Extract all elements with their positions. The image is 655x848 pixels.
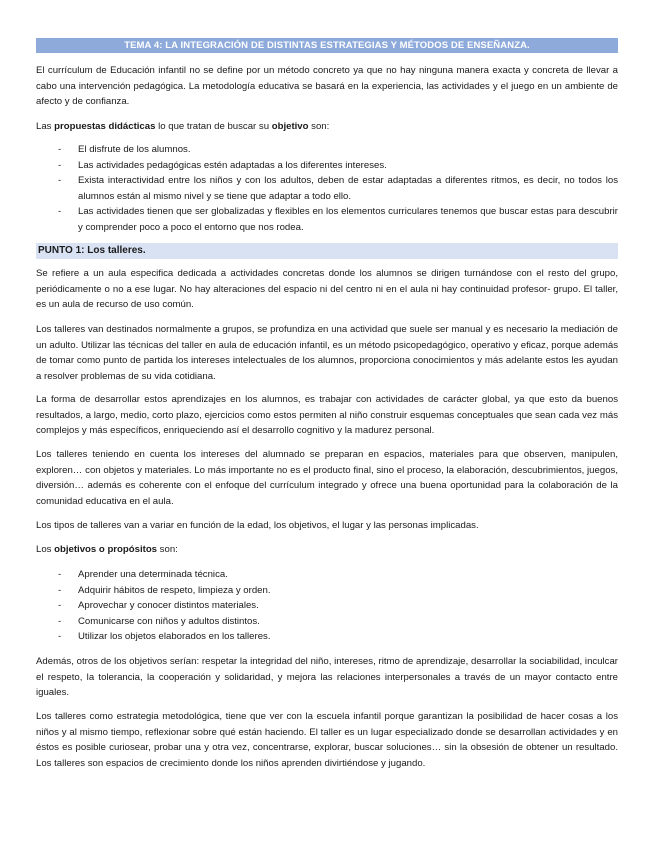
objetivos-bold: objetivos o propósitos [54, 544, 158, 555]
paragraph-tipos: Los tipos de talleres van a variar en función de la edad, los objetivos, el lugar y las personas implicadas. [36, 520, 479, 531]
list-item [36, 204, 618, 235]
list-item [36, 598, 618, 614]
objetivos-list [36, 567, 618, 645]
list-item-text: Adquirir hábitos de respeto, limpieza y orden. [78, 584, 271, 596]
propuestas-post: son: [308, 121, 330, 132]
list-item-text: Aprovechar y conocer distintos materiales. [78, 600, 259, 611]
list-item-text: Las actividades tienen que ser globalizadas y flexibles en los elementos curriculares tenemos que buscar estas para descubrir y comprender poco a poco el entorno que nos rodea. [78, 206, 618, 233]
paragraph-final: Los talleres como estrategia metodológica, tiene que ver con la escuela infantil porque garantizan la posibilidad de hacer cosas a los niños y al mismo tiempo, reflexionar sobre qué están haciendo. El taller es un lugar especializado donde se desarrollan actividades y en éstos es posible curiosear, probar una y otra vez, concentrarse, explorar, buscar soluciones… sin la obsesión de obtener un resultado. Los talleres son espacios de crecimiento donde los niños aprenden divirtiéndose y jugando. [36, 711, 618, 769]
propuestas-pre: Las [36, 121, 55, 132]
section-heading-punto-1: PUNTO 1: Los talleres. [36, 243, 618, 259]
bullet-dash: - [58, 615, 62, 627]
propuestas-list [36, 142, 618, 235]
list-item [36, 614, 618, 630]
paragraph-destinados: Los talleres van destinados normalmente a grupos, se profundiza en una actividad que suele ser manual y es necesario la mediación de un adulto. Utilizar las técnicas del taller en aula de educación infantil, es un método psicopedagógico, operativo y eficaz, porque además de tomar como punto de partida los intereses intelectuales de los alumnos, proporciona conocimientos y más adelante estos les ayudan a resolver problemas de su vida cotidiana. [36, 324, 618, 382]
bullet-dash: - [58, 569, 62, 580]
list-item [36, 142, 618, 158]
list-item [36, 629, 618, 645]
propuestas-heading [36, 119, 618, 135]
bullet-dash: - [58, 175, 62, 186]
document-title: TEMA 4: LA INTEGRACIÓN DE DISTINTAS ESTRATEGIAS Y MÉTODOS DE ENSEÑANZA. [36, 38, 618, 53]
list-item-text: El disfrute de los alumnos. [78, 144, 191, 155]
bullet-dash: - [58, 584, 62, 596]
list-item-text: Exista interactividad entre los niños y con los adultos, deben de estar adaptadas a diferentes ritmos, es decir, no todos los alumnos están al mismo nivel y se tiene que adaptar a todo ello. [78, 175, 618, 202]
paragraph-ademas: Además, otros de los objetivos serían: respetar la integridad del niño, intereses, ritmo de aprendizaje, desarrollar la sociabilidad, inculcar el respeto, la tolerancia, la cooperación y solidaridad, y mejora las relaciones interpersonales a través de un mayor contacto entre iguales. [36, 656, 618, 698]
list-item-text: Las actividades pedagógicas estén adaptadas a los diferentes intereses. [78, 159, 387, 171]
objetivos-pre: Los [36, 544, 55, 555]
list-item [36, 173, 618, 204]
bullet-dash: - [58, 144, 62, 155]
paragraph-definition: Se refiere a un aula especifica dedicada a actividades concretas donde los alumnos se dirigen turnándose con el resto del grupo, periódicamente o no a ese lugar. No hay alteraciones del espacio ni del centro ni en el aula ni hay continuidad profesor- grupo. El taller, es un aula de recurso de uso común. [36, 268, 618, 310]
list-item-text: Aprender una determinada técnica. [78, 569, 228, 580]
list-item [36, 583, 618, 599]
propuestas-mid: lo que tratan de buscar su [155, 121, 272, 132]
list-item [36, 567, 618, 583]
propuestas-bold-1: propuestas didácticas [54, 121, 156, 132]
paragraph-forma: La forma de desarrollar estos aprendizajes en los alumnos, es trabajar con actividades de carácter global, ya que esto da buenos resultados, a largo, medio, corto plazo, ejercicios como estos permiten al niño construir esquemas conceptuales que sean cada vez más complejos y más específicos, enriqueciendo así el desarrollo cognitivo y la madurez personal. [36, 394, 618, 436]
objetivos-heading [36, 542, 618, 558]
bullet-dash: - [58, 206, 62, 217]
bullet-dash: - [58, 159, 62, 171]
bullet-dash: - [58, 631, 62, 642]
list-item [36, 158, 618, 174]
intro-paragraph: El currículum de Educación infantil no se define por un método concreto ya que no hay ninguna manera exacta y concreta de llevar a cabo una intervención pedagógica. La metodología educativa se basará en la experiencia, las actividades y el juego en un ambiente de afecto y de confianza. [36, 65, 618, 107]
list-item-text: Comunicarse con niños y adultos distintos. [78, 615, 260, 627]
paragraph-intereses: Los talleres teniendo en cuenta los intereses del alumnado se preparan en espacios, materiales para que observen, manipulen, exploren… con objetos y materiales. Lo más importante no es el producto final, sino el proceso, la elaboración, descubrimientos, juegos, diversión… además es coherente con el enfoque del currículum integrado y ofrece una buena oportunidad para la colaboración de la comunidad educativa en el aula. [36, 449, 618, 507]
propuestas-bold-2: objetivo [271, 121, 309, 132]
list-item-text: Utilizar los objetos elaborados en los talleres. [78, 631, 271, 642]
objetivos-post: son: [157, 544, 178, 555]
bullet-dash: - [58, 600, 62, 611]
